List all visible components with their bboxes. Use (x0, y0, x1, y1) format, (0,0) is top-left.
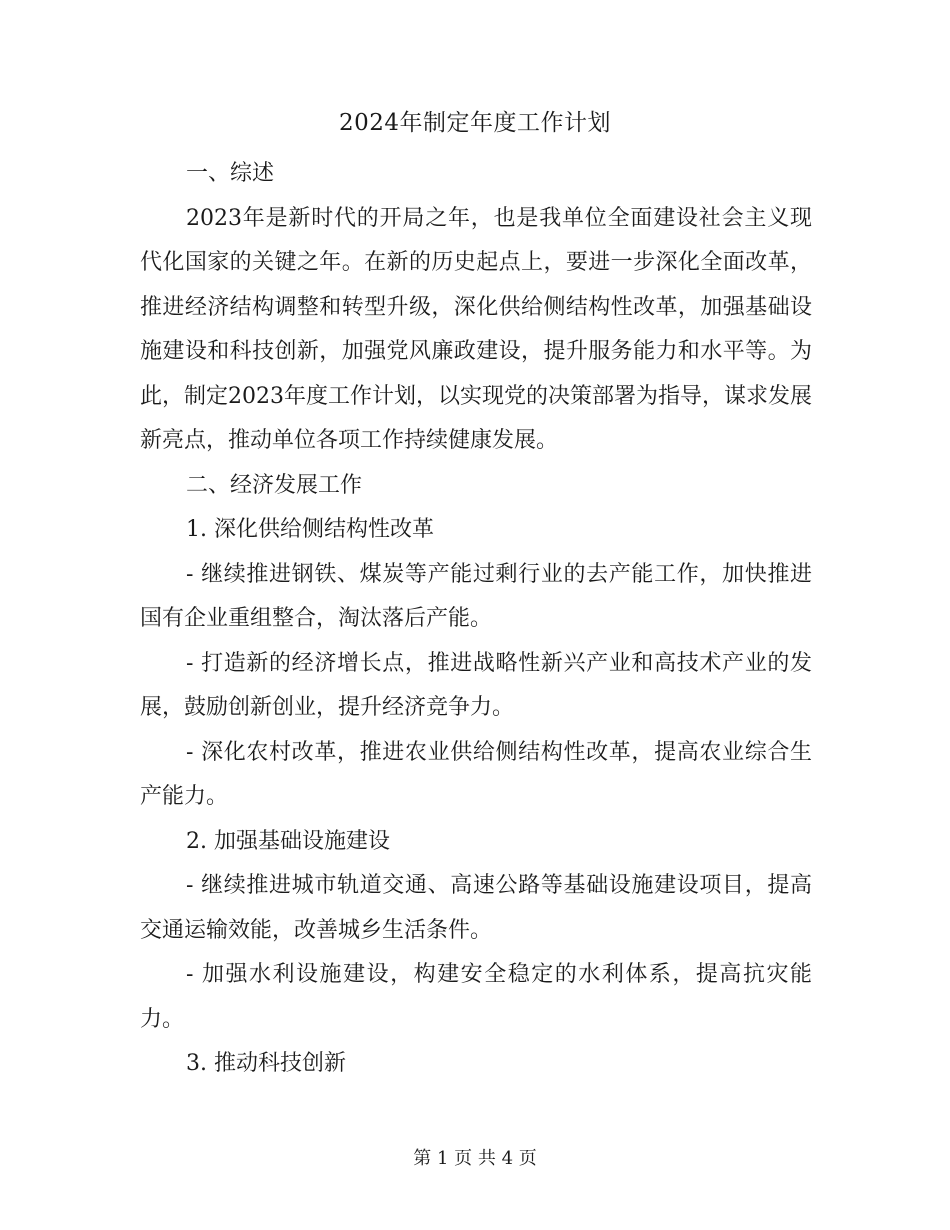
document-title: 2024年制定年度工作计划 (338, 110, 612, 136)
page-footer: 第 1 页 共 4 页 (413, 1148, 537, 1169)
bullet-item: - 加强水利设施建设，构建安全稳定的水利体系，提高抗灾能力。 (140, 962, 812, 1032)
subheading-tech-innovation: 3. 推动科技创新 (186, 1051, 346, 1076)
bullet-item: - 继续推进城市轨道交通、高速公路等基础设施建设项目，提高交通运输效能，改善城乡生活条件。 (140, 873, 812, 943)
paragraph-overview: 2023年是新时代的开局之年，也是我单位全面建设社会主义现代化国家的关键之年。在新的历史起点上，要进一步深化全面改革，推进经济结构调整和转型升级，深化供给侧结构性改革，加强基础设施建设和科技创新，加强党风廉政建设，提升服务能力和水平等。为此，制定2023年度工作计划，以实现党的决策部署为指导，谋求发展新亮点，推动单位各项工作持续健康发展。 (140, 205, 812, 453)
bullet-item: - 深化农村改革，推进农业供给侧结构性改革，提高农业综合生产能力。 (140, 739, 812, 809)
subheading-infrastructure: 2. 加强基础设施建设 (186, 828, 390, 854)
document-body (140, 152, 812, 1087)
bullet-item: - 继续推进钢铁、煤炭等产能过剩行业的去产能工作，加快推进国有企业重组整合，淘汰落后产能。 (140, 561, 812, 631)
section-heading-overview: 一、综述 (186, 161, 275, 186)
bullet-item: - 打造新的经济增长点，推进战略性新兴产业和高技术产业的发展，鼓励创新创业，提升经济竞争力。 (140, 650, 812, 720)
subheading-supply-side-reform: 1. 深化供给侧结构性改革 (186, 517, 434, 542)
section-heading-economy: 二、经济发展工作 (186, 472, 363, 498)
